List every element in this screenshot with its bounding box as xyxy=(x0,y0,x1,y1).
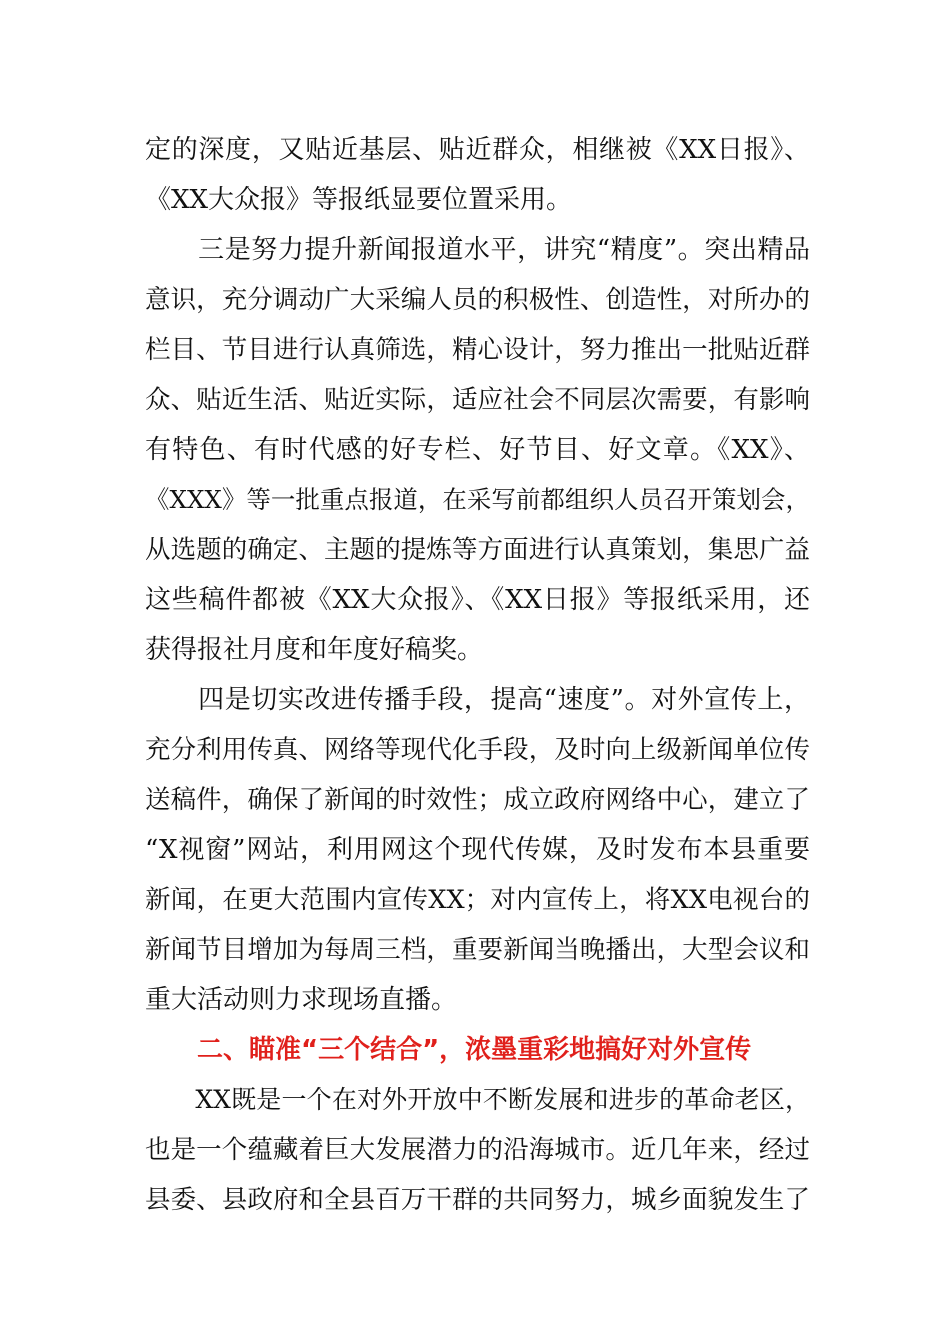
text-line: 《XXX》等一批重点报道，在采写前都组织人员召开策划会， xyxy=(145,485,810,514)
text-line: 有特色、有时代感的好专栏、好节目、好文章。《XX》、 xyxy=(145,435,810,465)
text-line: 充分利用传真、网络等现代化手段，及时向上级新闻单位传 xyxy=(145,735,810,765)
text-line: 四是切实改进传播手段，提高“速度”。对外宣传上， xyxy=(145,685,810,715)
text-line: 新闻，在更大范围内宣传XX；对内宣传上，将XX电视台的 xyxy=(145,885,810,915)
text-line: 众、贴近生活、贴近实际，适应社会不同层次需要，有影响 xyxy=(145,385,810,415)
text-line: 重大活动则力求现场直播。 xyxy=(145,985,458,1015)
text-line: 从选题的确定、主题的提炼等方面进行认真策划，集思广益 xyxy=(145,535,810,565)
text-line: 《XX大众报》等报纸显要位置采用。 xyxy=(145,185,573,215)
text-line: 三是努力提升新闻报道水平，讲究“精度”。突出精品 xyxy=(145,235,810,265)
text-line: “X视窗”网站，利用网这个现代传媒，及时发布本县重要 xyxy=(145,835,810,865)
text-line: 定的深度，又贴近基层、贴近群众，相继被《XX日报》、 xyxy=(145,135,810,165)
text-line: 获得报社月度和年度好稿奖。 xyxy=(145,635,484,665)
text-line: XX既是一个在对外开放中不断发展和进步的革命老区， xyxy=(145,1085,810,1114)
text-line: 送稿件，确保了新闻的时效性；成立政府网络中心，建立了 xyxy=(145,785,810,815)
text-line: 县委、县政府和全县百万干群的共同努力，城乡面貌发生了 xyxy=(145,1185,810,1215)
text-line: 这些稿件都被《XX大众报》、《XX日报》等报纸采用，还 xyxy=(145,585,810,615)
text-line: 也是一个蕴藏着巨大发展潜力的沿海城市。近几年来，经过 xyxy=(145,1135,810,1165)
section-heading: 二、瞄准“三个结合”，浓墨重彩地搞好对外宣传 xyxy=(145,1035,752,1065)
text-line: 意识，充分调动广大采编人员的积极性、创造性，对所办的 xyxy=(145,285,810,315)
text-line: 新闻节目增加为每周三档，重要新闻当晚播出，大型会议和 xyxy=(145,935,810,965)
text-line: 栏目、节目进行认真筛选，精心设计，努力推出一批贴近群 xyxy=(145,335,810,365)
